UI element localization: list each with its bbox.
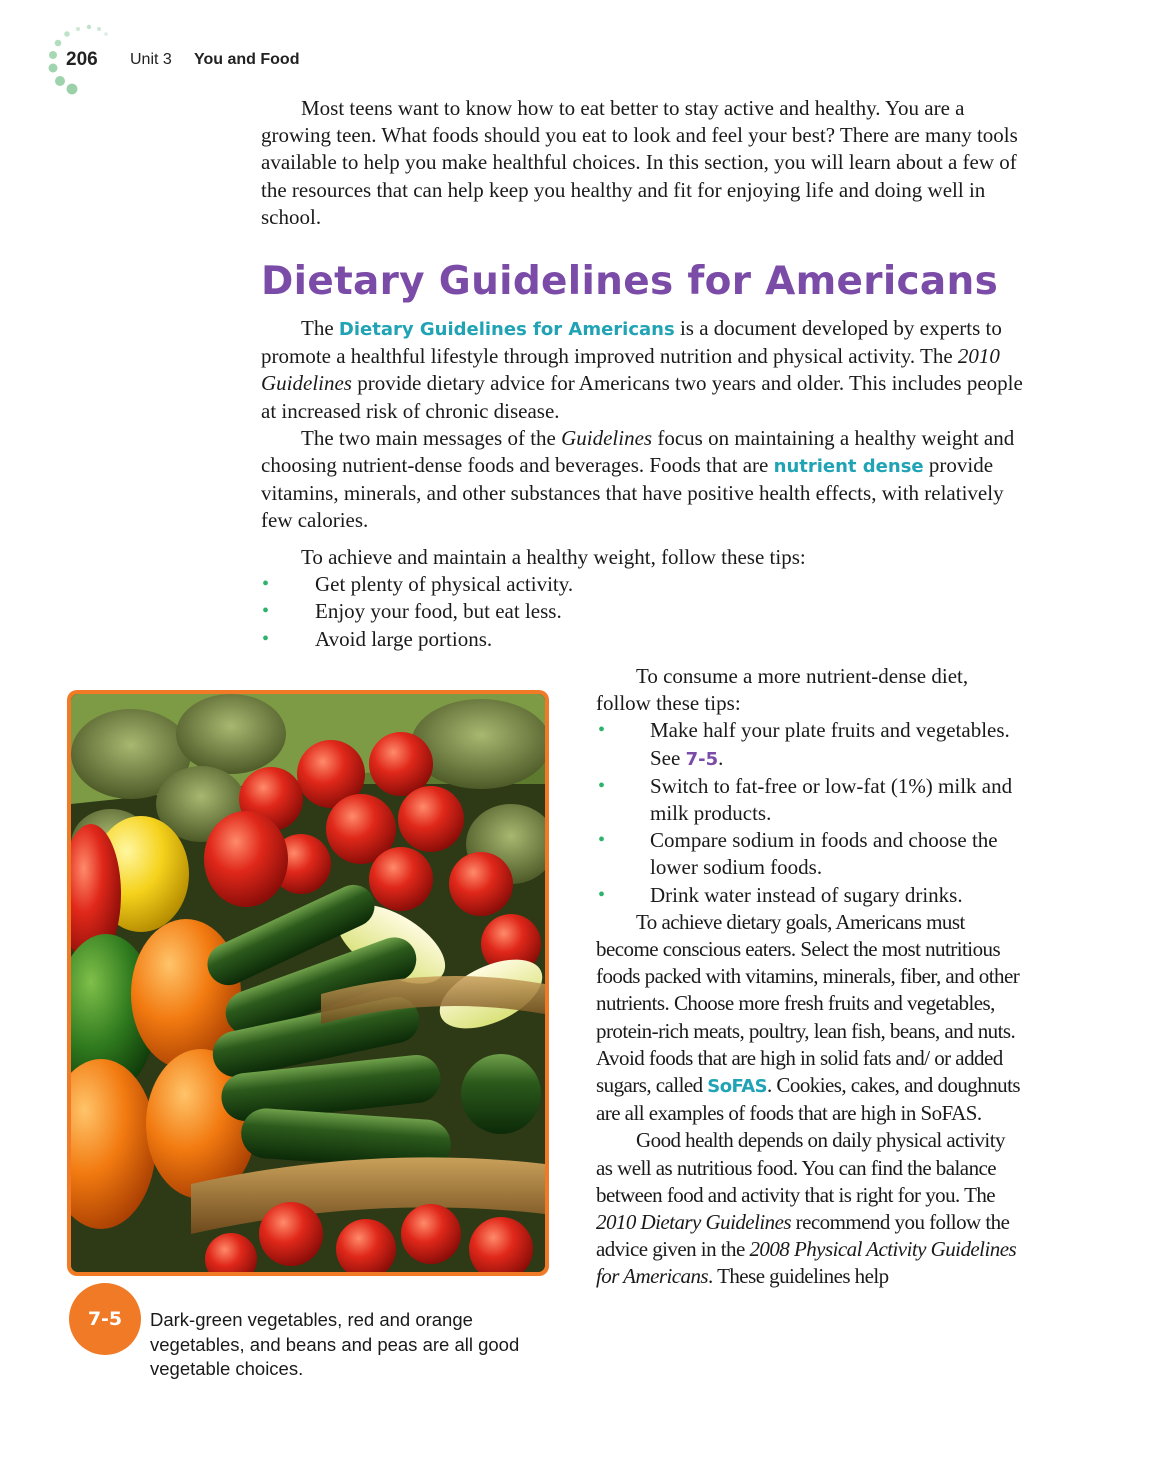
figure-caption: Dark-green vegetables, red and orange vegetables, and beans and peas are all good vegetable choices.	[150, 1309, 520, 1379]
bullet-icon: •	[598, 774, 606, 797]
figure-number-badge: 7-5	[69, 1283, 141, 1355]
list-item: • Switch to fat-free or low-fat (1%) milk and milk products.	[598, 773, 1013, 826]
list-item: • Make half your plate fruits and vegetables. See 7-5.	[598, 718, 1010, 770]
section-heading: Dietary Guidelines for Americans	[261, 259, 999, 304]
bullet-icon: •	[262, 627, 270, 650]
physical-activity-paragraph: Good health depends on daily physical activity as well as nutritious food. You can find the balance between food and activity that is right for you. The 2010 Dietary Guidelines recommend you follow the advice given in the 2008 Physical Activity Guidelines for Americans. These guidelines help	[596, 1128, 1017, 1289]
bullet-icon: •	[598, 829, 606, 852]
list-item: • Avoid large portions.	[261, 626, 1036, 653]
guidelines-paragraph: The Dietary Guidelines for Americans is a document developed by experts to promote a healthful lifestyle through improved nutrition and physical activity. The 2010 Guidelines provide dietary advice for Americans two years and older. This includes people at increased risk of chronic disease.	[261, 316, 1023, 423]
bullet-icon: •	[598, 883, 606, 906]
bullet-icon: •	[262, 600, 270, 623]
main-messages-paragraph: The two main messages of the Guidelines focus on maintaining a healthy weight and choosing nutrient-dense foods and beverages. Foods that are nutrient dense provide vitamins, minerals, and other substances that have positive health effects, with relatively few calories.	[261, 425, 1015, 533]
unit-title: You and Food	[194, 51, 300, 68]
list-item: • Enjoy your food, but eat less.	[261, 598, 1036, 625]
guidelines-block	[261, 315, 1036, 535]
nutrient-tips-list	[596, 717, 1026, 908]
bullet-icon: •	[598, 719, 606, 742]
intro-paragraph: Most teens want to know how to eat better to stay active and healthy. You are a growing teen. What foods should you eat to look and feel your best? There are many tools available to help you make healthful choices. In this section, you will learn about a few of the resources that can help keep you healthy and fit for enjoying life and doing well in school.	[261, 96, 1018, 229]
nutrient-tips-intro: To consume a more nutrient-dense diet, follow these tips:	[596, 664, 969, 716]
page-number: 206	[66, 49, 98, 70]
conscious-eaters-paragraph: To achieve dietary goals, Americans must become conscious eaters. Select the most nutritious foods packed with vitamins, minerals, fiber, and other nutrients. Choose more fresh fruits and vegetables, protein-rich meats, poultry, lean fish, beans, and nuts. Avoid foods that are high in solid fats and/ or added sugars, called SoFAS. Cookies, cakes, and doughnuts are all examples of foods that are high in SoFAS.	[596, 909, 1021, 1126]
list-item: • Get plenty of physical activity.	[261, 571, 1036, 598]
figure-reference-link[interactable]: 7-5	[685, 748, 719, 770]
weight-tips-list	[261, 571, 1036, 653]
weight-tips-intro: To achieve and maintain a healthy weight, follow these tips:	[301, 545, 806, 569]
term-dietary-guidelines: Dietary Guidelines for Americans	[338, 319, 675, 340]
term-sofas: SoFAS	[707, 1076, 768, 1098]
list-item: • Drink water instead of sugary drinks.	[596, 882, 1026, 909]
vegetables-photo	[71, 694, 545, 1272]
list-item: • Compare sodium in foods and choose the lower sodium foods.	[598, 828, 998, 880]
right-column	[596, 663, 1026, 1291]
bullet-icon: •	[262, 573, 270, 596]
weight-tips	[261, 544, 1036, 653]
term-nutrient-dense: nutrient dense	[773, 456, 924, 478]
unit-label: Unit 3	[130, 51, 172, 68]
